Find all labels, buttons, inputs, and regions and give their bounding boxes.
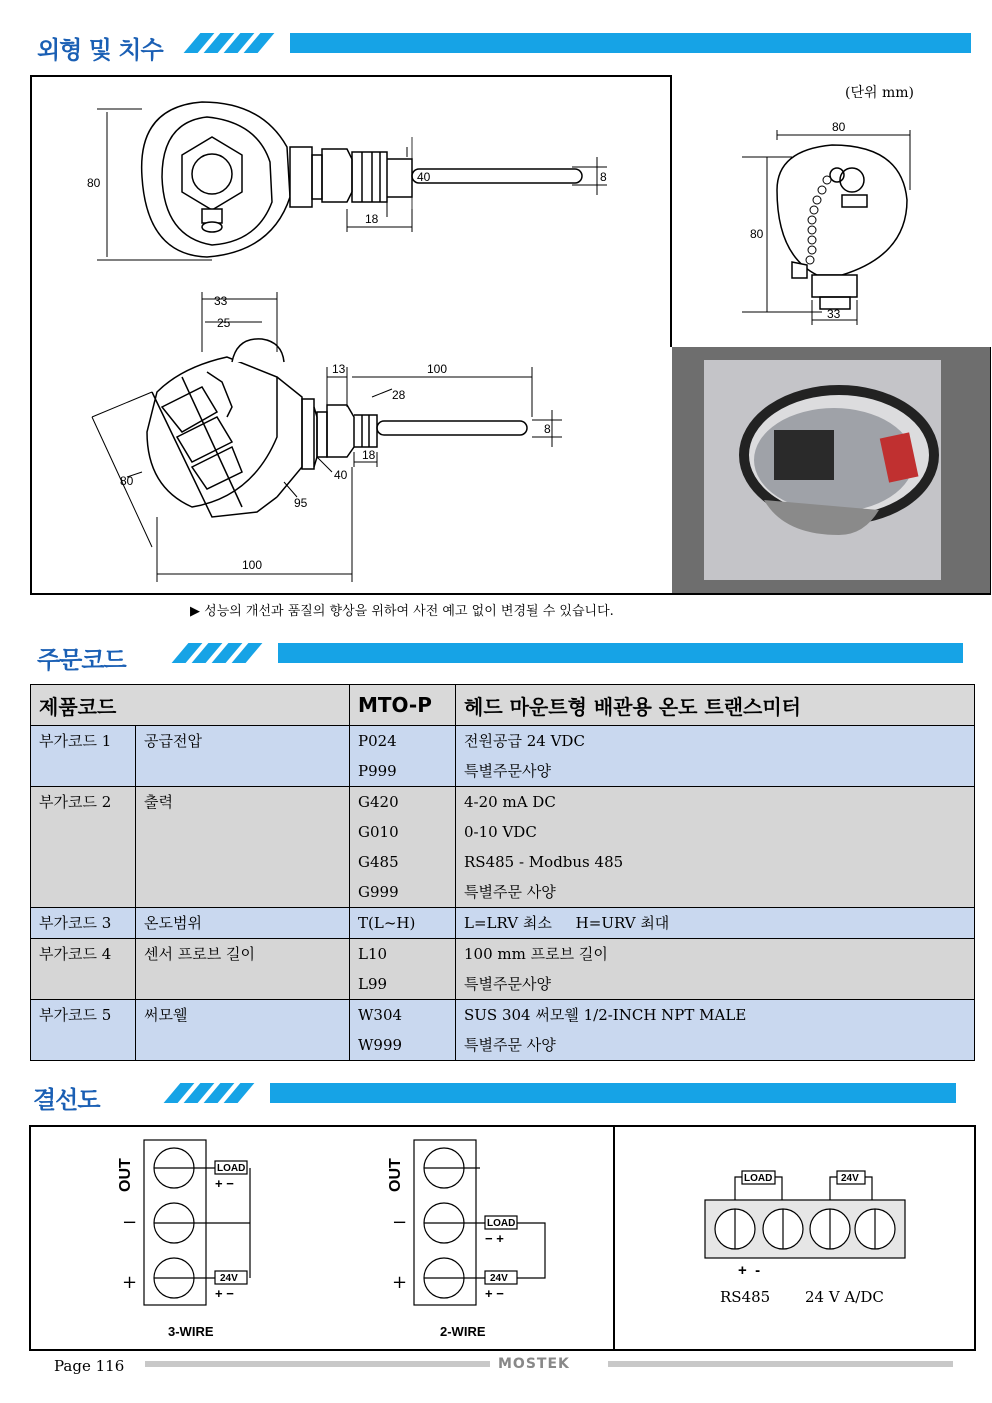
row-label: 부가코드 3 [39,914,112,932]
side-height-label: 80 [750,227,764,241]
dim-8-label: 8 [544,422,551,436]
dim-diameter-label: 8 [600,170,607,184]
row-desc: RS485 - Modbus 485 [464,853,624,871]
row-label: 부가코드 4 [39,945,112,963]
title-bar [290,33,971,53]
row-label: 부가코드 2 [39,793,112,811]
wiring-title-stripes [172,1083,246,1103]
two-wire-load: LOAD [487,1218,516,1229]
row-desc: 특별주문사양 [464,762,551,780]
row-code: P999 [358,762,397,780]
dim-100-label: 100 [427,362,448,376]
side-view-drawing [672,100,990,346]
row-desc: 특별주문 사양 [464,883,556,901]
row-desc: L=LRV 최소 H=URV 최대 [464,914,670,932]
row-code: W304 [358,1006,403,1024]
two-wire-24v: 24V [490,1273,508,1284]
two-wire-label: 2-WIRE [440,1324,486,1339]
footer-bar-left [145,1361,490,1367]
two-wire-minus: − [392,1212,408,1233]
dim-33-label: 33 [214,294,228,308]
row-name: 센서 프로브 길이 [144,945,255,963]
dim-25-label: 25 [217,316,231,330]
row-desc: 전원공급 24 VDC [464,732,585,750]
product-photo [704,360,941,580]
dim-height-label: 80 [87,176,101,190]
three-wire-diagram [140,1138,270,1308]
three-wire-24v: 24V [220,1273,238,1284]
row-name: 출력 [144,793,173,811]
row-name: 공급전압 [144,732,202,750]
dim-80-label: 80 [120,474,134,488]
row-label: 부가코드 1 [39,732,112,750]
header-code: MTO-P [350,685,456,726]
dimension-drawing-main [32,77,670,593]
row-desc: SUS 304 써모웰 1/2-INCH NPT MALE [464,1006,747,1024]
table-header-row [31,685,975,726]
row-code: G010 [358,823,399,841]
three-wire-out-label: OUT [117,1158,134,1192]
section-title-dimensions: 외형 및 치수 [37,36,163,64]
table-row [31,1000,975,1061]
two-wire-load-mp: − + [485,1231,504,1246]
three-wire-load-pm: + − [215,1176,234,1191]
two-wire-out-label: OUT [387,1158,404,1192]
mostek-logo: MOSTEK [498,1356,570,1372]
footer-bar-right [608,1361,953,1367]
rs485-diagram [700,1165,910,1265]
three-wire-label: 3-WIRE [168,1324,214,1339]
dim-100b-label: 100 [242,558,263,572]
row-code: G420 [358,793,399,811]
dim-13-label: 13 [332,362,346,376]
row-code: L10 [358,945,388,963]
table-row [31,726,975,787]
row-code: L99 [358,975,388,993]
row-label: 부가코드 5 [39,1006,112,1024]
page-number: Page 116 [54,1357,125,1375]
row-code: T(L~H) [358,914,416,932]
side-neck-label: 33 [827,307,841,321]
table-row [31,939,975,1000]
unit-label: (단위 mm) [845,85,914,101]
dim-28-label: 28 [392,388,406,402]
row-code: W999 [358,1036,403,1054]
title-stripes [192,33,266,53]
dim-probe-label: 40 [417,170,431,184]
row-desc: 특별주문 사양 [464,1036,556,1054]
three-wire-load: LOAD [217,1163,246,1174]
order-code-table [30,684,975,1061]
side-width-label: 80 [832,120,846,134]
rs485-power: 24 V A/DC [805,1288,884,1306]
order-title-bar [278,643,963,663]
row-desc: 100 mm 프로브 길이 [464,945,608,963]
row-code: P024 [358,732,397,750]
change-notice: ▶ 성능의 개선과 품질의 향상을 위하여 사전 예고 없이 변경될 수 있습니다. [190,604,614,619]
header-label: 제품코드 [31,685,350,726]
row-name: 써모웰 [144,1006,188,1024]
row-desc: 0-10 VDC [464,823,537,841]
row-code: G999 [358,883,399,901]
three-wire-24v-pm: + − [215,1286,234,1301]
row-desc: 특별주문사양 [464,975,551,993]
two-wire-diagram [410,1138,550,1308]
dim-95-label: 95 [294,496,308,510]
rs485-polarity: + - [738,1262,761,1279]
rs485-24v: 24V [841,1173,859,1184]
row-name: 온도범위 [144,914,202,932]
two-wire-24v-pm: + − [485,1286,504,1301]
table-row [31,908,975,939]
rs485-load: LOAD [744,1173,773,1184]
row-desc: 4-20 mA DC [464,793,556,811]
wiring-title-bar [270,1083,956,1103]
row-code: G485 [358,853,399,871]
wiring-divider [613,1125,615,1351]
table-row [31,787,975,908]
header-desc: 헤드 마운트형 배관용 온도 트랜스미터 [456,685,975,726]
dim-thread-label: 18 [365,212,379,226]
rs485-label: RS485 [720,1288,771,1306]
section-title-order: 주문코드 [37,646,126,674]
three-wire-minus: − [122,1212,138,1233]
three-wire-plus: + [122,1272,138,1293]
dim-18-label: 18 [362,448,376,462]
dim-40-label: 40 [334,468,348,482]
section-title-wiring: 결선도 [33,1086,100,1114]
two-wire-plus: + [392,1272,408,1293]
order-title-stripes [180,643,254,663]
